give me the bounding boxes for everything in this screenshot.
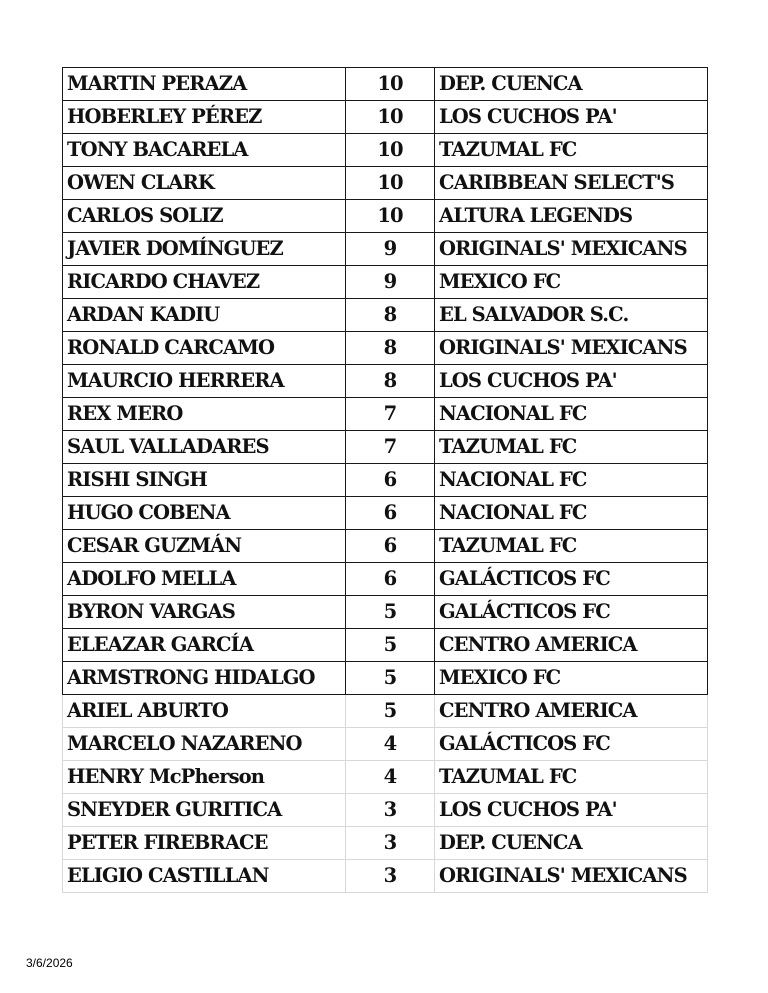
player-name-cell: ARDAN KADIU bbox=[63, 299, 346, 332]
team-name-cell: NACIONAL FC bbox=[435, 497, 708, 530]
table-row bbox=[63, 266, 708, 299]
team-name-cell: ORIGINALS' MEXICANS bbox=[435, 860, 708, 893]
goals-cell: 6 bbox=[346, 497, 435, 530]
player-name-cell: MAURCIO HERRERA bbox=[63, 365, 346, 398]
table-row bbox=[63, 794, 708, 827]
goals-cell: 5 bbox=[346, 629, 435, 662]
player-name-cell: PETER FIREBRACE bbox=[63, 827, 346, 860]
table-row bbox=[63, 233, 708, 266]
team-name-cell: TAZUMAL FC bbox=[435, 431, 708, 464]
team-name-cell: GALÁCTICOS FC bbox=[435, 596, 708, 629]
team-name-cell: TAZUMAL FC bbox=[435, 761, 708, 794]
goals-cell: 10 bbox=[346, 200, 435, 233]
table-row bbox=[63, 167, 708, 200]
table-row bbox=[63, 299, 708, 332]
goals-cell: 3 bbox=[346, 827, 435, 860]
table-row bbox=[63, 629, 708, 662]
player-name-cell: HOBERLEY PÉREZ bbox=[63, 101, 346, 134]
goals-cell: 5 bbox=[346, 695, 435, 728]
goals-cell: 10 bbox=[346, 101, 435, 134]
player-name-cell: RISHI SINGH bbox=[63, 464, 346, 497]
goals-cell: 10 bbox=[346, 167, 435, 200]
team-name-cell: NACIONAL FC bbox=[435, 398, 708, 431]
team-name-cell: NACIONAL FC bbox=[435, 464, 708, 497]
goals-cell: 4 bbox=[346, 728, 435, 761]
team-name-cell: MEXICO FC bbox=[435, 662, 708, 695]
goals-cell: 6 bbox=[346, 563, 435, 596]
goals-cell: 4 bbox=[346, 761, 435, 794]
team-name-cell: DEP. CUENCA bbox=[435, 827, 708, 860]
table-row bbox=[63, 365, 708, 398]
table-row bbox=[63, 134, 708, 167]
team-name-cell: CENTRO AMERICA bbox=[435, 695, 708, 728]
goals-cell: 9 bbox=[346, 233, 435, 266]
team-name-cell: TAZUMAL FC bbox=[435, 134, 708, 167]
player-name-cell: JAVIER DOMÍNGUEZ bbox=[63, 233, 346, 266]
goals-cell: 3 bbox=[346, 794, 435, 827]
team-name-cell: MEXICO FC bbox=[435, 266, 708, 299]
team-name-cell: ALTURA LEGENDS bbox=[435, 200, 708, 233]
player-name-cell: SNEYDER GURITICA bbox=[63, 794, 346, 827]
player-name-cell: ADOLFO MELLA bbox=[63, 563, 346, 596]
player-name-cell: HENRY McPherson bbox=[63, 761, 346, 794]
player-name-cell: BYRON VARGAS bbox=[63, 596, 346, 629]
table-row bbox=[63, 728, 708, 761]
team-name-cell: GALÁCTICOS FC bbox=[435, 728, 708, 761]
team-name-cell: LOS CUCHOS PA' bbox=[435, 794, 708, 827]
player-name-cell: ELEAZAR GARCÍA bbox=[63, 629, 346, 662]
table-row bbox=[63, 860, 708, 893]
table-row bbox=[63, 101, 708, 134]
player-name-cell: ARMSTRONG HIDALGO bbox=[63, 662, 346, 695]
scorers-table-body bbox=[63, 68, 708, 893]
goals-cell: 7 bbox=[346, 398, 435, 431]
team-name-cell: CARIBBEAN SELECT'S bbox=[435, 167, 708, 200]
player-name-cell: CESAR GUZMÁN bbox=[63, 530, 346, 563]
team-name-cell: LOS CUCHOS PA' bbox=[435, 365, 708, 398]
player-name-cell: HUGO COBENA bbox=[63, 497, 346, 530]
team-name-cell: ORIGINALS' MEXICANS bbox=[435, 233, 708, 266]
player-name-cell: SAUL VALLADARES bbox=[63, 431, 346, 464]
footer-date: 3/6/2026 bbox=[26, 956, 73, 970]
goals-cell: 8 bbox=[346, 299, 435, 332]
team-name-cell: EL SALVADOR S.C. bbox=[435, 299, 708, 332]
table-row bbox=[63, 398, 708, 431]
player-name-cell: RICARDO CHAVEZ bbox=[63, 266, 346, 299]
goals-cell: 8 bbox=[346, 365, 435, 398]
table-row bbox=[63, 464, 708, 497]
goals-cell: 3 bbox=[346, 860, 435, 893]
table-row bbox=[63, 431, 708, 464]
goals-cell: 5 bbox=[346, 596, 435, 629]
goals-cell: 10 bbox=[346, 68, 435, 101]
team-name-cell: LOS CUCHOS PA' bbox=[435, 101, 708, 134]
goals-cell: 5 bbox=[346, 662, 435, 695]
player-name-cell: ARIEL ABURTO bbox=[63, 695, 346, 728]
player-name-cell: MARCELO NAZARENO bbox=[63, 728, 346, 761]
table-row bbox=[63, 68, 708, 101]
player-name-cell: TONY BACARELA bbox=[63, 134, 346, 167]
goals-cell: 10 bbox=[346, 134, 435, 167]
team-name-cell: ORIGINALS' MEXICANS bbox=[435, 332, 708, 365]
table-row bbox=[63, 761, 708, 794]
team-name-cell: GALÁCTICOS FC bbox=[435, 563, 708, 596]
player-name-cell: CARLOS SOLIZ bbox=[63, 200, 346, 233]
goals-cell: 9 bbox=[346, 266, 435, 299]
player-name-cell: RONALD CARCAMO bbox=[63, 332, 346, 365]
goals-cell: 6 bbox=[346, 464, 435, 497]
table-row bbox=[63, 530, 708, 563]
team-name-cell: TAZUMAL FC bbox=[435, 530, 708, 563]
player-name-cell: REX MERO bbox=[63, 398, 346, 431]
goals-cell: 6 bbox=[346, 530, 435, 563]
team-name-cell: DEP. CUENCA bbox=[435, 68, 708, 101]
player-name-cell: ELIGIO CASTILLAN bbox=[63, 860, 346, 893]
goals-cell: 8 bbox=[346, 332, 435, 365]
table-row bbox=[63, 200, 708, 233]
table-row bbox=[63, 827, 708, 860]
table-row bbox=[63, 662, 708, 695]
table-row bbox=[63, 497, 708, 530]
scorers-table bbox=[62, 67, 708, 893]
player-name-cell: MARTIN PERAZA bbox=[63, 68, 346, 101]
table-row bbox=[63, 332, 708, 365]
goals-cell: 7 bbox=[346, 431, 435, 464]
team-name-cell: CENTRO AMERICA bbox=[435, 629, 708, 662]
player-name-cell: OWEN CLARK bbox=[63, 167, 346, 200]
table-row bbox=[63, 695, 708, 728]
table-row bbox=[63, 596, 708, 629]
table-row bbox=[63, 563, 708, 596]
